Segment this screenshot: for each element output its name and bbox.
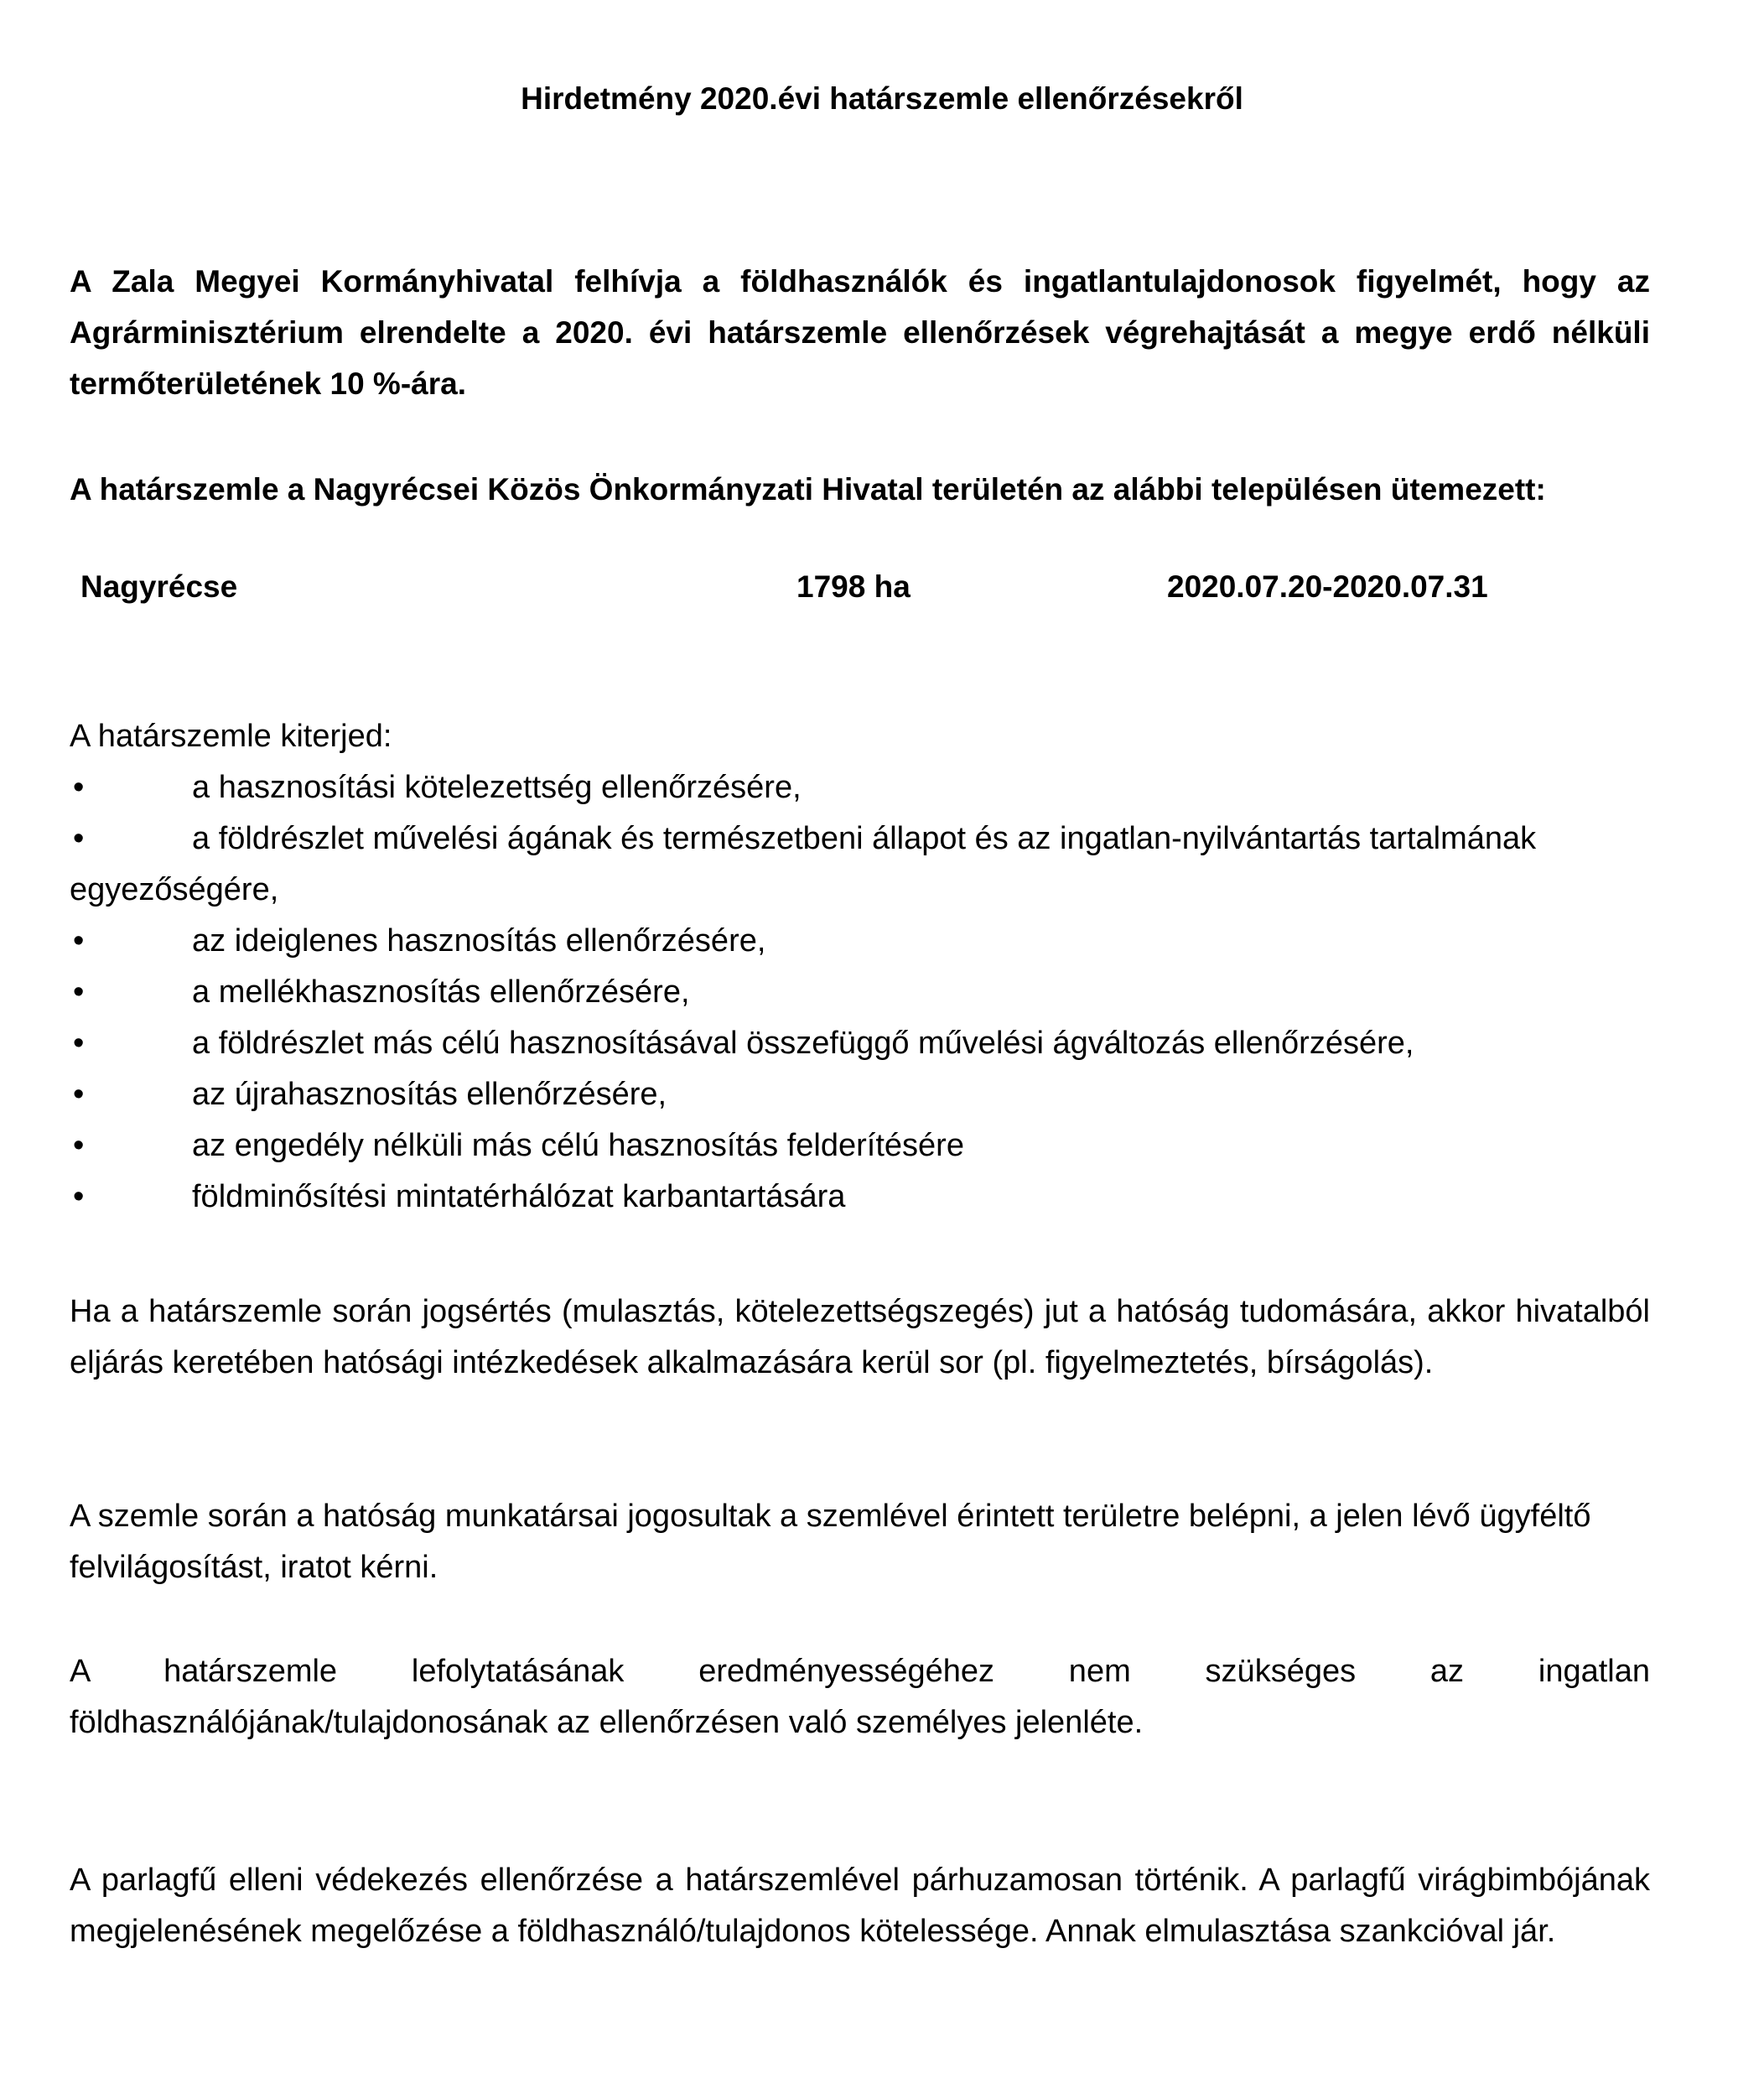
intro-paragraph: A Zala Megyei Kormányhivatal felhívja a földhasználók és ingatlantulajdonosok figyelmét, hogy az Agrárminisztérium elrendelte a 2020. évi határszemle ellenőrzések végrehajtását a megye erdő nélküli termőterületének 10 %-ára. xyxy=(70,264,1650,401)
list-item xyxy=(70,967,1650,1018)
list-item-text: a hasznosítási kötelezettség ellenőrzésére, xyxy=(192,770,802,805)
bullet: • xyxy=(73,923,85,959)
list-item-text: az engedély nélküli más célú hasznosítás felderítésére xyxy=(192,1128,964,1163)
list-item-text: az újrahasznosítás ellenőrzésére, xyxy=(192,1077,667,1112)
presence-paragraph: A határszemle lefolytatásának eredményességéhez nem szükséges az ingatlan földhasználójának/tulajdonosának az ellenőrzésen való személyes jelenléte. xyxy=(70,1654,1650,1740)
bullet: • xyxy=(73,1179,85,1214)
entry-rights-paragraph: A szemle során a hatóság munkatársai jogosultak a szemlével érintett területre belépni, a jelen lévő ügyféltő felvilágosítást, iratot kérni. xyxy=(70,1499,1591,1585)
schedule-settlement: Nagyrécse xyxy=(80,569,238,604)
schedule-row xyxy=(0,564,1764,611)
violation-paragraph: Ha a határszemle során jogsértés (mulasztás, kötelezettségszegés) jut a hatóság tudomására, akkor hivatalból eljárás keretében hatósági intézkedések alkalmazására kerül sor (pl. figyelmeztetés, bírságolás). xyxy=(70,1294,1650,1380)
bullet: • xyxy=(73,821,85,856)
list-item-text: földminősítési mintatérhálózat karbantartására xyxy=(192,1179,846,1214)
scope-section xyxy=(70,711,1650,1223)
list-item-text: az ideiglenes hasznosítás ellenőrzésére, xyxy=(192,923,766,959)
ragweed-paragraph: A parlagfű elleni védekezés ellenőrzése a határszemlével párhuzamosan történik. A parlagfű virágbimbójának megjelenésének megelőzése a földhasználó/tulajdonos kötelessége. Annak elmulasztása szankcióval jár. xyxy=(70,1863,1650,1949)
document-title: Hirdetmény 2020.évi határszemle ellenőrzésekről xyxy=(521,81,1243,116)
scope-list xyxy=(70,762,1650,1223)
list-item xyxy=(70,1172,1650,1223)
schedule-notice: A határszemle a Nagyrécsei Közös Önkormányzati Hivatal területén az alábbi településen ütemezett: xyxy=(70,472,1546,507)
list-item-text: a mellékhasznosítás ellenőrzésére, xyxy=(192,974,690,1010)
bullet: • xyxy=(73,1128,85,1163)
bullet: • xyxy=(73,1077,85,1112)
bullet: • xyxy=(73,770,85,805)
bullet: • xyxy=(73,974,85,1010)
list-item xyxy=(70,813,1650,916)
schedule-area: 1798 ha xyxy=(796,569,911,604)
list-item xyxy=(70,1120,1650,1172)
scope-heading: A határszemle kiterjed: xyxy=(70,719,392,754)
list-item xyxy=(70,916,1650,967)
list-item xyxy=(70,1018,1650,1069)
list-item-text: a földrészlet művelési ágának és természetbeni állapot és az ingatlan-nyilvántartás tartalmának egyezőségére, xyxy=(70,821,1537,907)
list-item-text: a földrészlet más célú hasznosításával összefüggő művelési ágváltozás ellenőrzésére, xyxy=(192,1026,1414,1061)
list-item xyxy=(70,762,1650,813)
list-item xyxy=(70,1069,1650,1120)
schedule-period: 2020.07.20-2020.07.31 xyxy=(1167,569,1488,604)
bullet: • xyxy=(73,1026,85,1061)
